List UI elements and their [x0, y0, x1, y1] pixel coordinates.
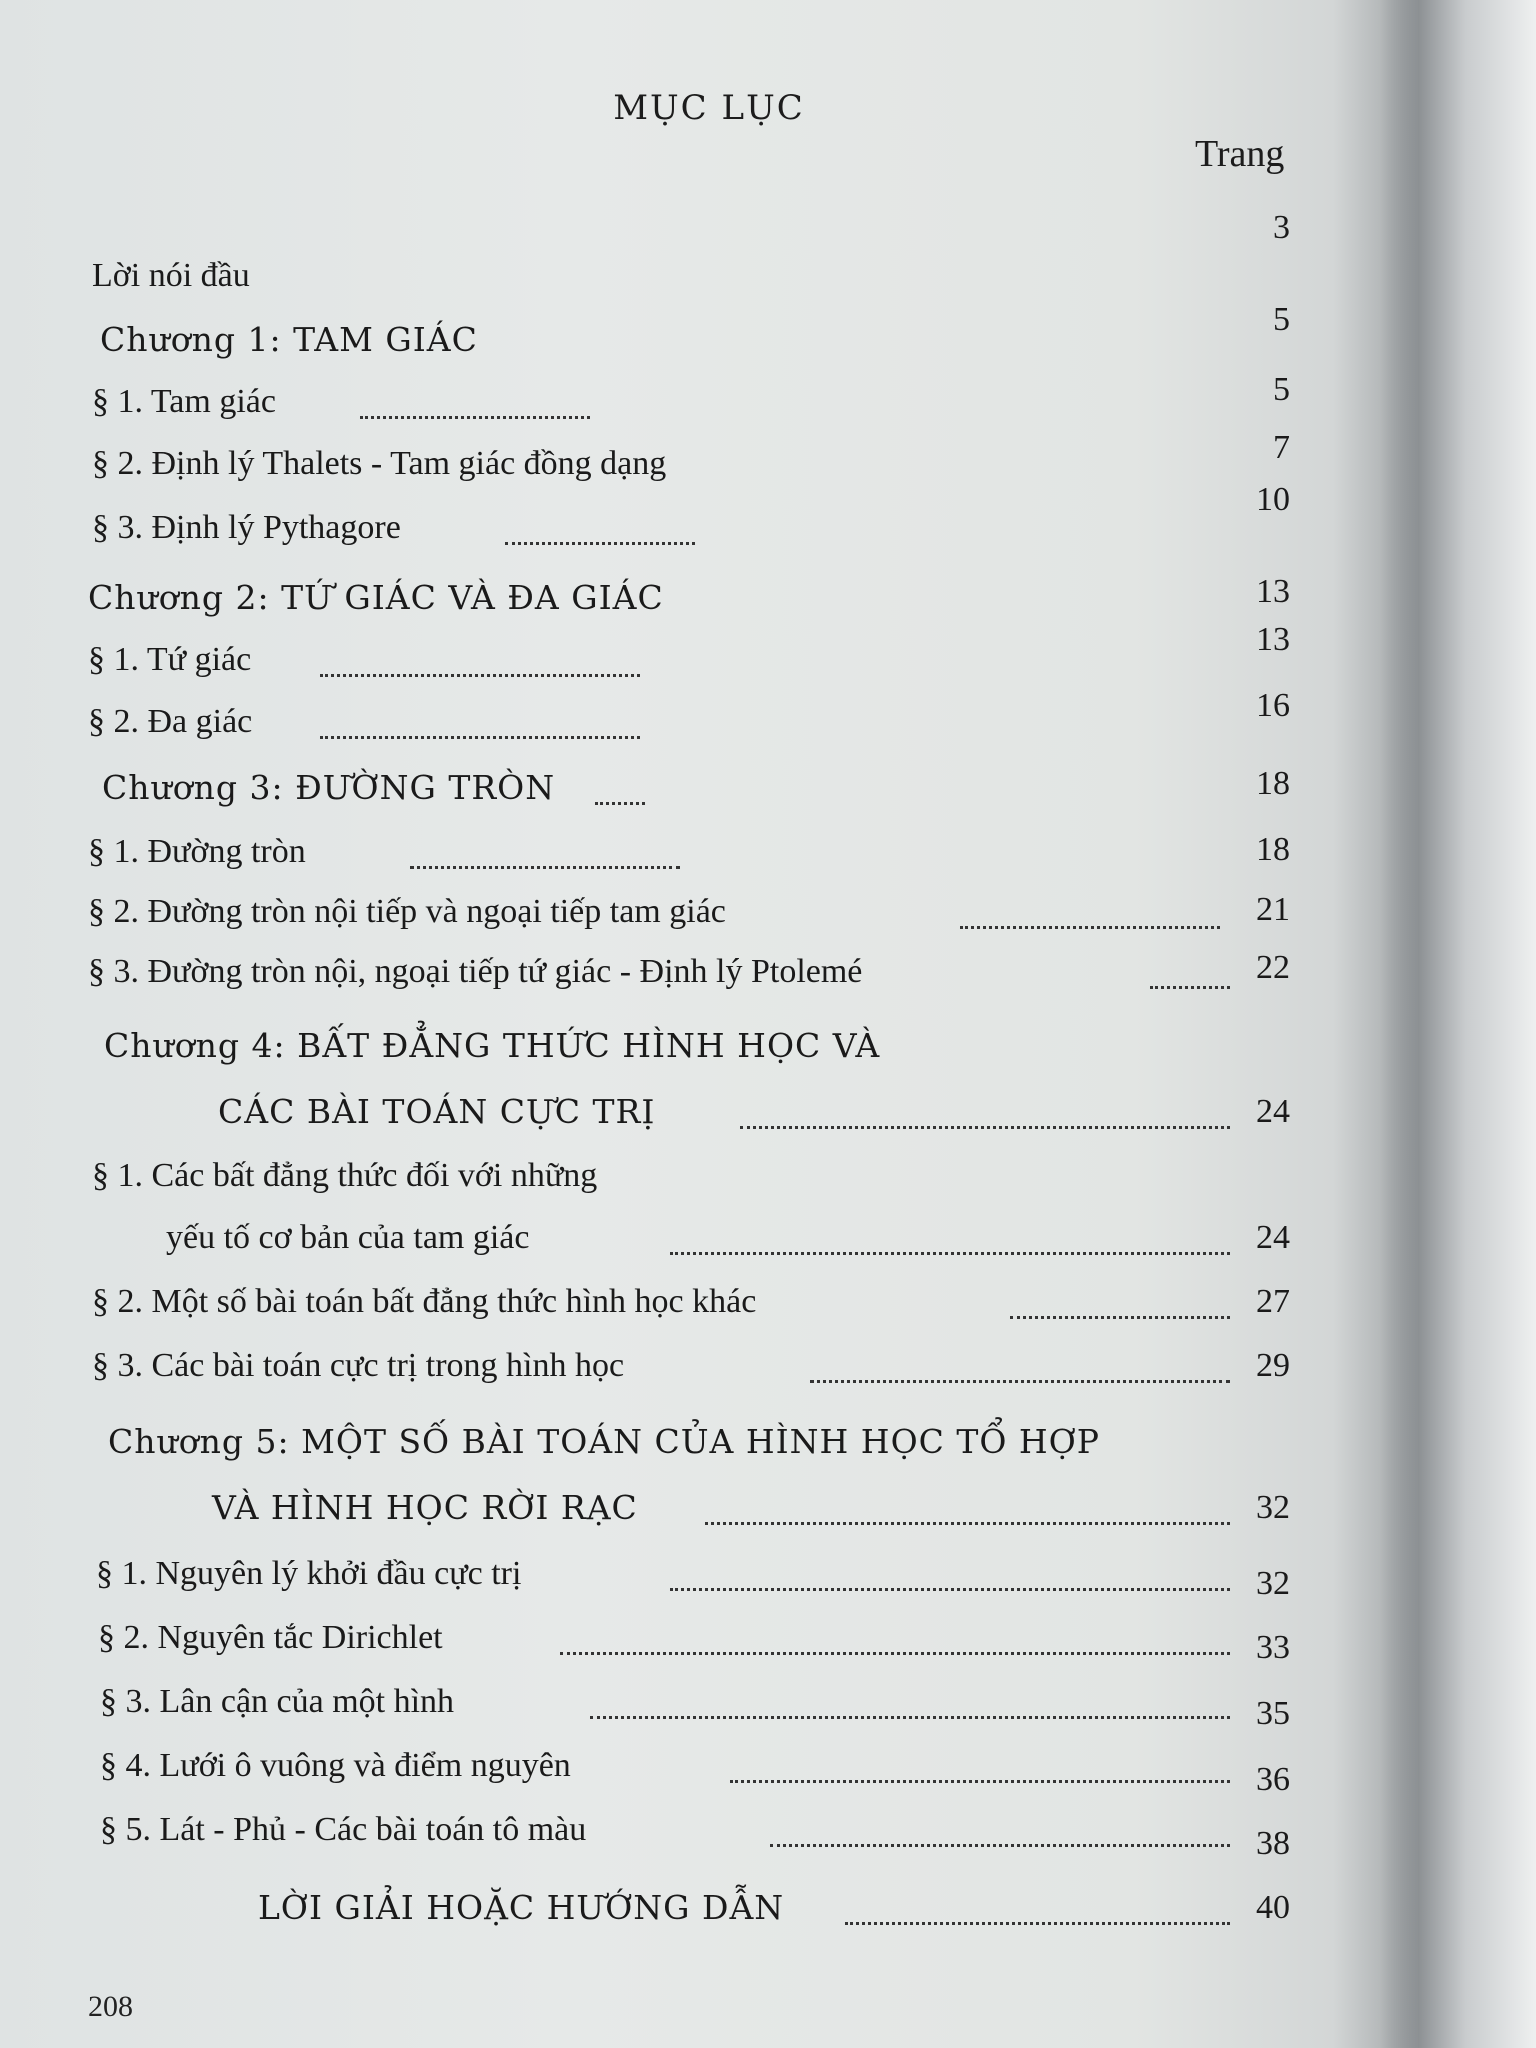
toc-entry-page: 38	[1256, 1825, 1290, 1862]
toc-entry-label: § 4. Lưới ô vuông và điểm nguyên	[100, 1747, 571, 1784]
toc-entry	[0, 1552, 1418, 1602]
toc-entry	[0, 687, 1418, 744]
toc-entry-label: Lời nói đầu	[92, 257, 250, 294]
toc-entry-page: 33	[1256, 1629, 1290, 1666]
toc-entry	[0, 890, 1418, 934]
toc-entry-label: § 1. Tam giác	[92, 383, 276, 420]
toc-entry-page: 32	[1256, 1565, 1290, 1602]
toc-chapter	[0, 1024, 1418, 1068]
toc-chapter	[0, 301, 1418, 362]
toc-entry-label: § 1. Đường tròn	[88, 833, 306, 870]
toc-entry-page: 21	[1256, 891, 1290, 928]
toc-entry-label: Chương 2: TỨ GIÁC VÀ ĐA GIÁC	[88, 578, 664, 617]
toc-entry	[0, 371, 1418, 424]
toc-entry-page: 29	[1256, 1347, 1290, 1384]
toc-entry	[0, 1808, 1418, 1862]
page-title: MỤC LỤC	[613, 88, 805, 128]
toc-entry	[0, 1280, 1418, 1324]
dot-leader	[705, 1520, 1230, 1525]
dot-leader	[845, 1920, 1230, 1925]
toc-entry-page: 24	[1256, 1093, 1290, 1130]
toc-entry	[0, 1154, 1418, 1198]
dot-leader	[505, 540, 695, 545]
toc-entry-page: 35	[1256, 1695, 1290, 1732]
toc-entry-continuation	[0, 1216, 1418, 1260]
toc-entry	[0, 950, 1418, 994]
dot-leader	[670, 1250, 1230, 1255]
toc-entry	[0, 209, 1418, 298]
toc-entry-page: 7	[1273, 429, 1290, 466]
toc-entry-label: § 3. Đường tròn nội, ngoại tiếp tứ giác - Định lý Ptolemé	[88, 953, 863, 990]
toc-chapter	[0, 1886, 1418, 1930]
page-folio-number: 208	[88, 1990, 133, 2023]
dot-leader	[670, 1586, 1230, 1591]
toc-entry-label: VÀ HÌNH HỌC RỜI RẠC	[212, 1488, 638, 1527]
toc-entry-label: § 2. Đa giác	[88, 703, 253, 740]
dot-leader	[560, 1650, 1230, 1655]
dot-leader	[590, 1714, 1230, 1719]
toc-entry-label: § 2. Định lý Thalets - Tam giác đồng dạng	[92, 445, 667, 482]
dot-leader	[360, 414, 590, 419]
toc-entry-label: § 1. Nguyên lý khởi đầu cực trị	[96, 1555, 522, 1592]
toc-entry-page: 18	[1256, 765, 1290, 802]
dot-leader	[595, 800, 645, 805]
toc-entry-page: 5	[1273, 371, 1290, 408]
toc-entry-label: § 2. Một số bài toán bất đẳng thức hình học khác	[92, 1283, 757, 1320]
toc-entry-label: CÁC BÀI TOÁN CỰC TRỊ	[218, 1092, 656, 1131]
toc-entry	[0, 1680, 1418, 1732]
toc-entry-page: 27	[1256, 1283, 1290, 1320]
toc-entry-page: 3	[1273, 209, 1290, 246]
toc-entry-page: 5	[1273, 301, 1290, 338]
book-gutter-shadow	[1380, 0, 1536, 2048]
dot-leader	[810, 1378, 1230, 1383]
dot-leader	[770, 1842, 1230, 1847]
toc-entry-page: 18	[1256, 831, 1290, 868]
toc-entry-page: 32	[1256, 1489, 1290, 1526]
toc-entry-page: 40	[1256, 1889, 1290, 1926]
toc-chapter-continuation	[0, 1486, 1418, 1530]
toc-chapter-continuation	[0, 1090, 1418, 1134]
toc-entry-label: Chương 3: ĐƯỜNG TRÒN	[102, 768, 556, 807]
toc-entry	[0, 1616, 1418, 1666]
toc-entry-label: yếu tố cơ bản của tam giác	[166, 1219, 530, 1256]
toc-entry-page: 16	[1256, 687, 1290, 724]
toc-entry-label: § 1. Tứ giác	[88, 641, 252, 678]
page-column-header: Trang	[1195, 133, 1285, 175]
dot-leader	[320, 734, 640, 739]
toc-chapter	[0, 766, 1418, 810]
toc-entry-label: § 3. Lân cận của một hình	[100, 1683, 455, 1720]
toc-entry-label: § 2. Nguyên tắc Dirichlet	[98, 1619, 443, 1656]
toc-entry-label: § 3. Định lý Pythagore	[92, 509, 401, 546]
toc-entry-page: 22	[1256, 949, 1290, 986]
dot-leader	[410, 864, 680, 869]
toc-entry-label: § 2. Đường tròn nội tiếp và ngoại tiếp tam giác	[88, 893, 726, 930]
toc-chapter	[0, 1420, 1418, 1464]
toc-entry-label: Chương 5: MỘT SỐ BÀI TOÁN CỦA HÌNH HỌC TỔ HỢP	[108, 1422, 1100, 1461]
toc-entry-label: § 5. Lát - Phủ - Các bài toán tô màu	[100, 1811, 587, 1848]
toc-entry-label: § 1. Các bất đẳng thức đối với những	[92, 1157, 598, 1194]
toc-entry-label: § 3. Các bài toán cực trị trong hình học	[92, 1347, 625, 1384]
dot-leader	[740, 1124, 1230, 1129]
toc-entry-label: Chương 1: TAM GIÁC	[100, 320, 478, 359]
toc-entry	[0, 1744, 1418, 1798]
toc-entry-page: 13	[1256, 573, 1290, 610]
toc-entry	[0, 481, 1418, 550]
toc-entry	[0, 830, 1418, 874]
toc-entry-label: Chương 4: BẤT ĐẲNG THỨC HÌNH HỌC VÀ	[104, 1026, 881, 1065]
dot-leader	[730, 1778, 1230, 1783]
toc-entry	[0, 1344, 1418, 1388]
toc-chapter	[0, 573, 1418, 620]
toc-entry	[0, 621, 1418, 682]
toc-entry-page: 24	[1256, 1219, 1290, 1256]
toc-entry-page: 36	[1256, 1761, 1290, 1798]
toc-entry-page: 10	[1256, 481, 1290, 518]
toc-entry-page: 13	[1256, 621, 1290, 658]
dot-leader	[320, 672, 640, 677]
toc-entry-label: LỜI GIẢI HOẶC HƯỚNG DẪN	[258, 1888, 785, 1927]
